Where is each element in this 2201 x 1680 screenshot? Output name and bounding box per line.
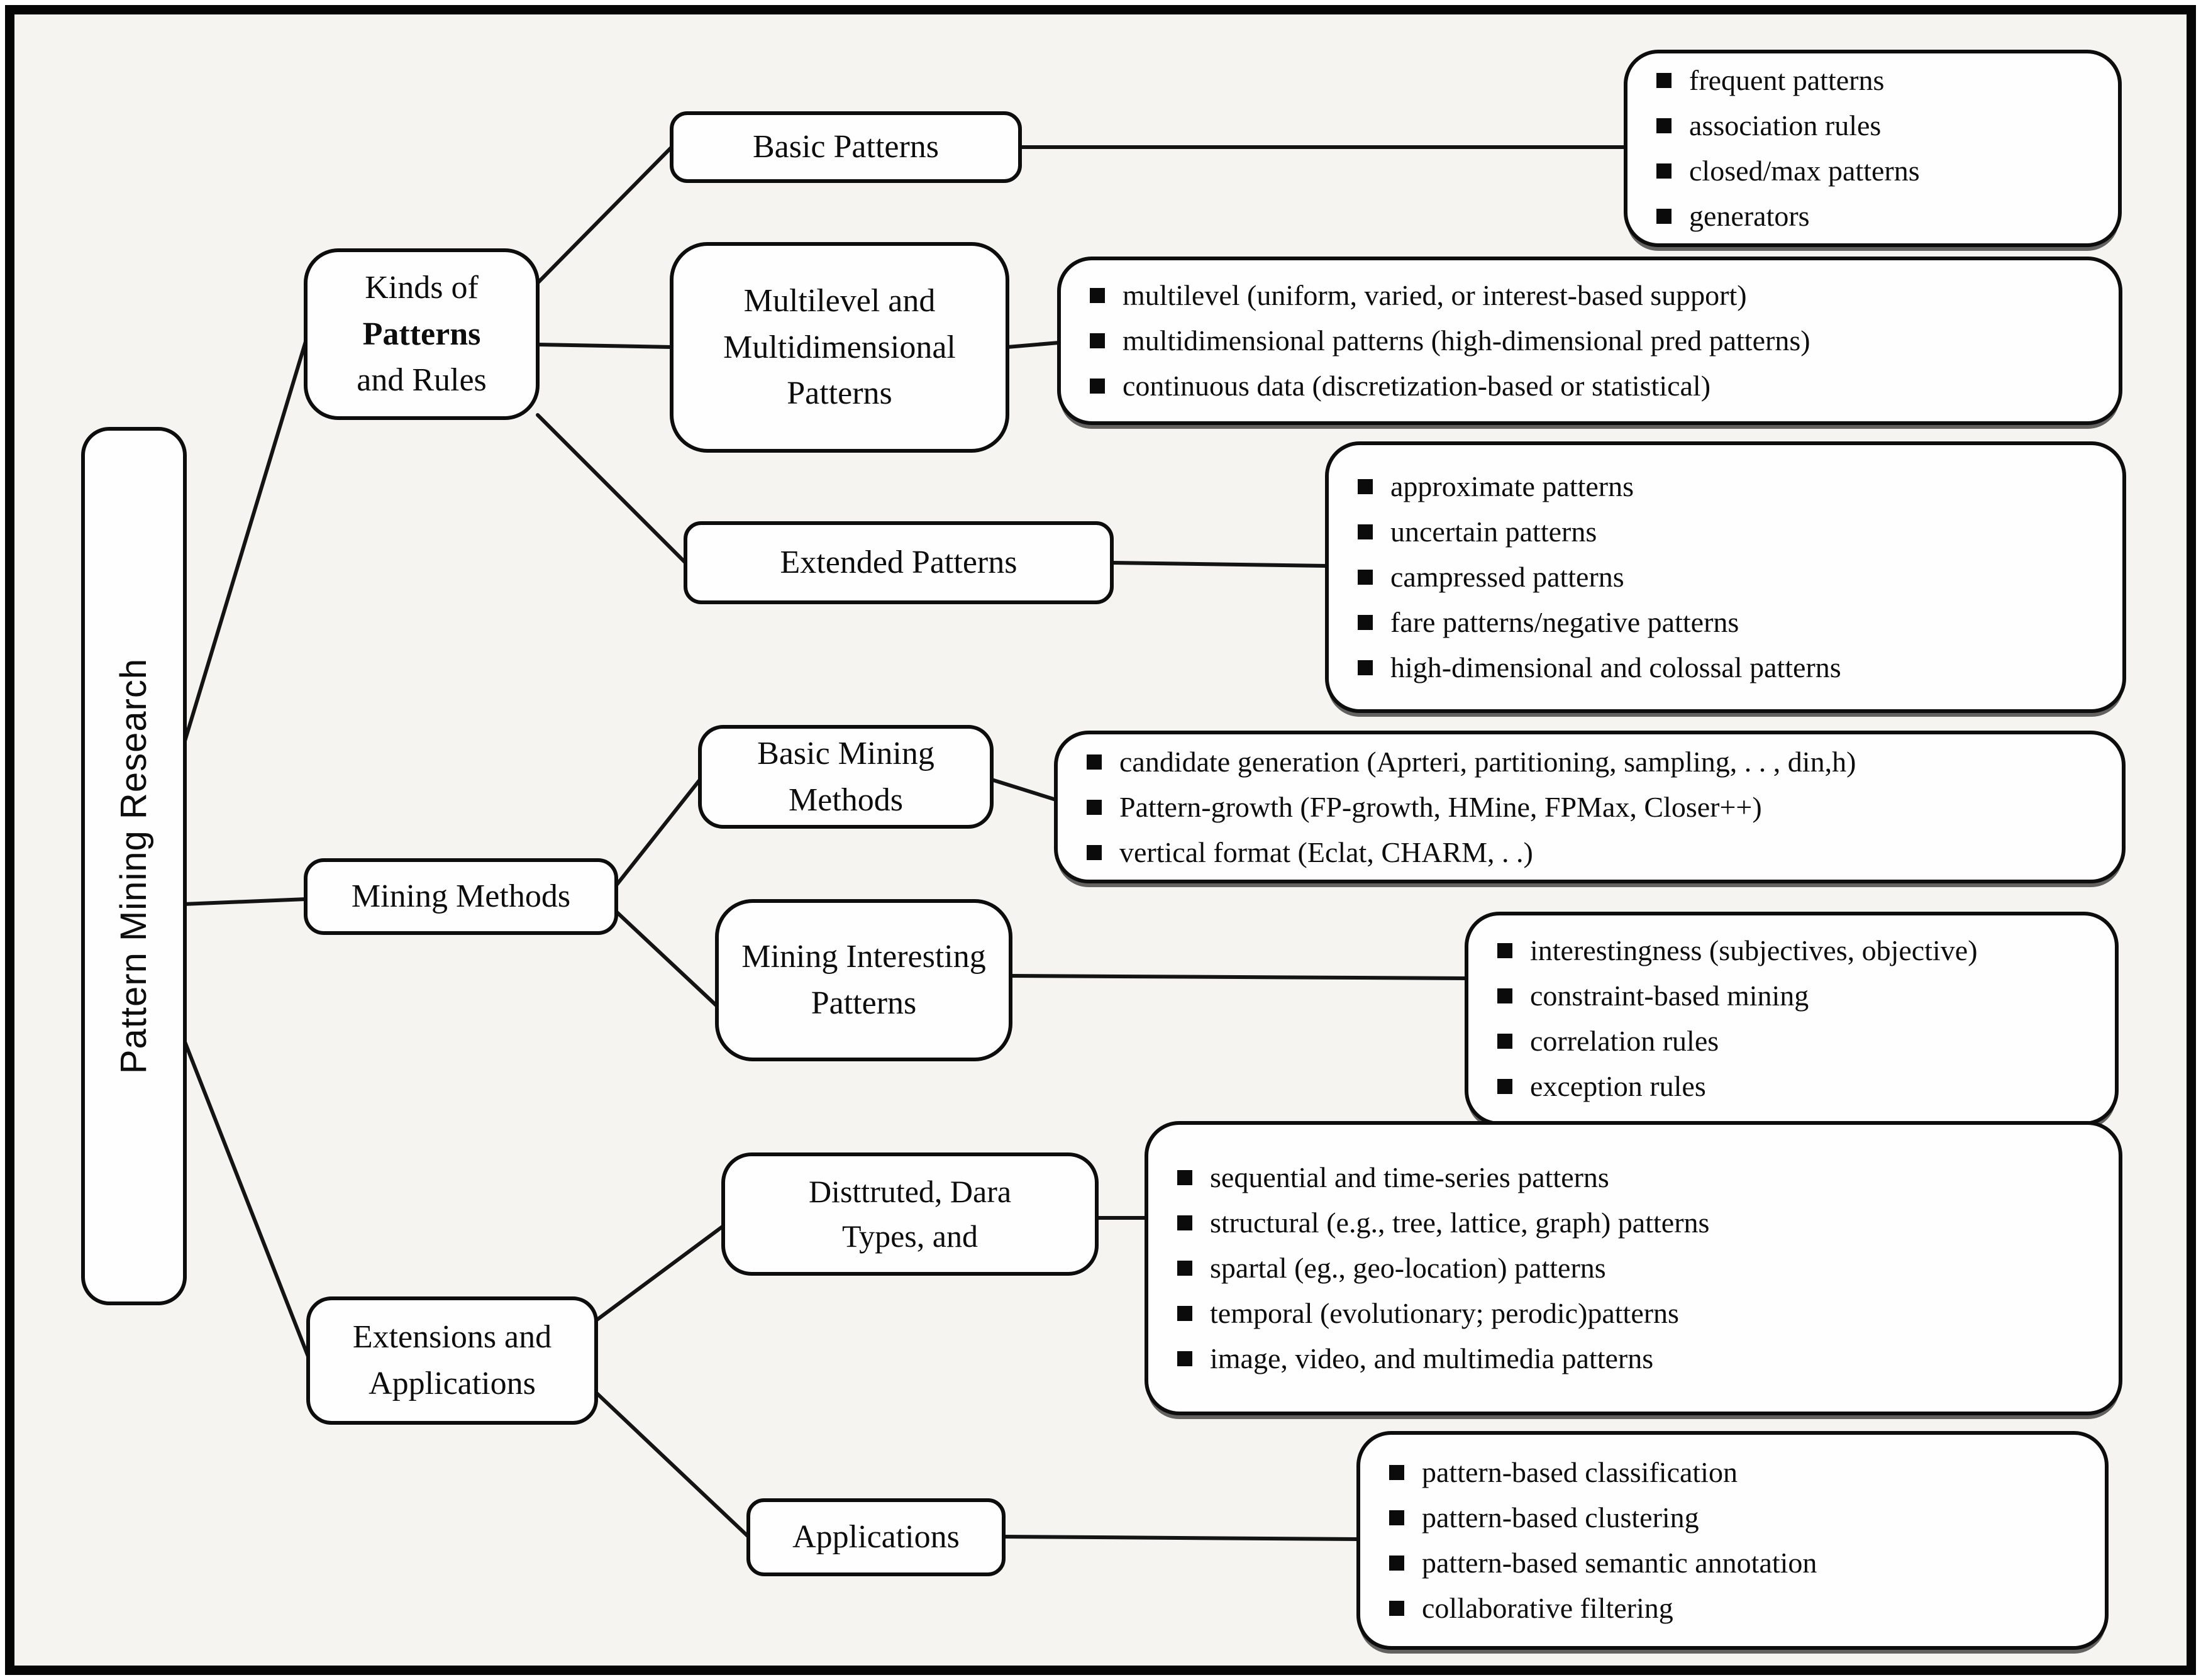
bullet-square-icon bbox=[1087, 754, 1102, 770]
node-applications bbox=[746, 1498, 1006, 1576]
list-item bbox=[1173, 1336, 2093, 1381]
list-item bbox=[1354, 645, 2097, 690]
list-item-text: generators bbox=[1689, 200, 1810, 232]
list-item bbox=[1653, 194, 2093, 239]
list-item bbox=[1083, 830, 2097, 875]
list-item bbox=[1653, 103, 2093, 148]
list-item bbox=[1494, 928, 2090, 973]
node-line: Patterns bbox=[362, 316, 481, 352]
list-item-text: collaborative filtering bbox=[1422, 1592, 1673, 1624]
bullet-square-icon bbox=[1090, 379, 1105, 394]
node-line: Basic Patterns bbox=[752, 129, 940, 165]
leaf-multilevel-list bbox=[1057, 257, 2122, 425]
node-line: Mining Methods bbox=[351, 878, 571, 915]
node-line: Kinds of bbox=[365, 269, 479, 306]
list-item bbox=[1653, 148, 2093, 194]
list-item-text: campressed patterns bbox=[1390, 561, 1624, 593]
bullet-square-icon bbox=[1090, 288, 1105, 303]
list-item bbox=[1173, 1200, 2093, 1246]
list-item bbox=[1173, 1155, 2093, 1200]
list-item-text: Pattern-growth (FP-growth, HMine, FPMax, Closer++) bbox=[1119, 790, 1762, 823]
node-pattern-mining-research bbox=[81, 427, 187, 1305]
leaf-distributed-data-types-list bbox=[1145, 1121, 2122, 1415]
list-item bbox=[1385, 1586, 2080, 1631]
list-item-text: constraint-based mining bbox=[1530, 980, 1809, 1012]
bullet-square-icon bbox=[1497, 1034, 1512, 1049]
bullet-square-icon bbox=[1389, 1510, 1404, 1525]
list-item bbox=[1173, 1246, 2093, 1291]
bullet-square-icon bbox=[1177, 1261, 1192, 1276]
list-item bbox=[1086, 363, 2093, 409]
node-kinds-of-patterns-and-rules bbox=[304, 248, 540, 420]
node-basic-mining-methods bbox=[698, 725, 994, 829]
list-item-text: pattern-based classification bbox=[1422, 1456, 1738, 1488]
list-item bbox=[1083, 785, 2097, 830]
list-item-text: structural (e.g., tree, lattice, graph) patterns bbox=[1210, 1207, 1710, 1239]
bullet-square-icon bbox=[1177, 1351, 1192, 1366]
leaf-basic-patterns-list bbox=[1624, 50, 2122, 247]
list-item-text: vertical format (Eclat, CHARM, . .) bbox=[1119, 836, 1533, 868]
bullet-list bbox=[1385, 1450, 2080, 1631]
list-item-text: pattern-based semantic annotation bbox=[1422, 1547, 1817, 1579]
leaf-basic-mining-list bbox=[1054, 731, 2126, 883]
list-item-text: multilevel (uniform, varied, or interest-based support) bbox=[1123, 279, 1747, 311]
node-extended-patterns bbox=[684, 521, 1114, 604]
list-item-text: association rules bbox=[1689, 109, 1882, 141]
list-item-text: frequent patterns bbox=[1689, 64, 1885, 96]
list-item-text: multidimensional patterns (high-dimensional pred patterns) bbox=[1123, 324, 1810, 356]
list-item-text: approximate patterns bbox=[1390, 470, 1634, 502]
leaf-interesting-patterns-list bbox=[1465, 912, 2119, 1125]
list-item bbox=[1354, 555, 2097, 600]
bullet-square-icon bbox=[1087, 800, 1102, 815]
node-extensions-and-applications bbox=[306, 1296, 598, 1425]
node-line: and Rules bbox=[357, 362, 487, 399]
list-item bbox=[1385, 1540, 2080, 1586]
bullet-square-icon bbox=[1497, 943, 1512, 958]
list-item-text: candidate generation (Aprteri, partitioning, sampling, . . , din,h) bbox=[1119, 745, 1856, 778]
bullet-square-icon bbox=[1177, 1170, 1192, 1185]
bullet-square-icon bbox=[1389, 1601, 1404, 1616]
list-item bbox=[1494, 973, 2090, 1019]
node-multilevel-multidimensional bbox=[670, 242, 1009, 453]
bullet-square-icon bbox=[1358, 524, 1373, 539]
node-basic-patterns bbox=[670, 111, 1022, 183]
list-item bbox=[1653, 58, 2093, 103]
bullet-square-icon bbox=[1090, 333, 1105, 348]
root-label: Pattern Mining Research bbox=[113, 658, 155, 1075]
node-line: Multilevel and bbox=[743, 282, 936, 319]
list-item bbox=[1385, 1495, 2080, 1540]
node-line: Applications bbox=[369, 1366, 536, 1401]
bullet-list bbox=[1086, 273, 2093, 409]
bullet-square-icon bbox=[1389, 1465, 1404, 1480]
bullet-square-icon bbox=[1389, 1556, 1404, 1571]
node-distributed-data-types bbox=[721, 1152, 1099, 1276]
list-item-text: exception rules bbox=[1530, 1070, 1706, 1102]
node-line: Patterns bbox=[787, 375, 892, 412]
node-mining-interesting-patterns bbox=[715, 899, 1012, 1061]
list-item bbox=[1354, 509, 2097, 555]
list-item bbox=[1354, 600, 2097, 645]
list-item-text: high-dimensional and colossal patterns bbox=[1390, 651, 1841, 683]
list-item bbox=[1086, 273, 2093, 318]
bullet-square-icon bbox=[1497, 1079, 1512, 1094]
bullet-list bbox=[1354, 464, 2097, 690]
list-item bbox=[1083, 739, 2097, 785]
list-item-text: temporal (evolutionary; perodic)patterns bbox=[1210, 1297, 1679, 1329]
bullet-square-icon bbox=[1177, 1306, 1192, 1321]
bullet-list bbox=[1173, 1155, 2093, 1381]
node-line: Applications bbox=[792, 1519, 960, 1556]
bullet-square-icon bbox=[1656, 118, 1672, 133]
bullet-square-icon bbox=[1358, 479, 1373, 494]
list-item bbox=[1385, 1450, 2080, 1495]
list-item bbox=[1173, 1291, 2093, 1336]
list-item-text: sequential and time-series patterns bbox=[1210, 1161, 1609, 1193]
list-item-text: correlation rules bbox=[1530, 1025, 1719, 1057]
node-line: Multidimensional bbox=[723, 329, 956, 365]
bullet-square-icon bbox=[1358, 615, 1373, 630]
list-item-text: interestingness (subjectives, objective) bbox=[1530, 934, 1978, 966]
bullet-square-icon bbox=[1358, 570, 1373, 585]
node-line: Basic Mining bbox=[757, 735, 934, 771]
bullet-square-icon bbox=[1358, 660, 1373, 675]
bullet-list bbox=[1083, 739, 2097, 875]
list-item-text: uncertain patterns bbox=[1390, 516, 1597, 548]
list-item-text: fare patterns/negative patterns bbox=[1390, 606, 1739, 638]
list-item bbox=[1354, 464, 2097, 509]
bullet-list bbox=[1494, 928, 2090, 1109]
list-item-text: spartal (eg., geo-location) patterns bbox=[1210, 1252, 1606, 1284]
bullet-square-icon bbox=[1656, 163, 1672, 179]
list-item-text: closed/max patterns bbox=[1689, 155, 1920, 187]
bullet-square-icon bbox=[1656, 73, 1672, 88]
leaf-applications-list bbox=[1356, 1431, 2109, 1650]
list-item bbox=[1494, 1064, 2090, 1109]
list-item-text: image, video, and multimedia patterns bbox=[1210, 1342, 1654, 1374]
bullet-square-icon bbox=[1656, 209, 1672, 224]
list-item bbox=[1494, 1019, 2090, 1064]
bullet-list bbox=[1653, 58, 2093, 239]
node-line: Mining Interesting bbox=[741, 939, 986, 975]
node-line: Disttruted, Dara bbox=[808, 1174, 1012, 1209]
node-line: Types, and bbox=[842, 1219, 978, 1254]
bullet-square-icon bbox=[1177, 1215, 1192, 1230]
node-mining-methods bbox=[304, 858, 618, 935]
node-line: Extended Patterns bbox=[780, 544, 1017, 581]
node-line: Patterns bbox=[811, 985, 917, 1021]
node-line: Extensions and bbox=[352, 1319, 552, 1356]
list-item-text: continuous data (discretization-based or statistical) bbox=[1123, 370, 1711, 402]
list-item-text: pattern-based clustering bbox=[1422, 1501, 1699, 1534]
node-line: Methods bbox=[789, 782, 903, 818]
leaf-extended-patterns-list bbox=[1325, 441, 2126, 713]
list-item bbox=[1086, 318, 2093, 363]
bullet-square-icon bbox=[1497, 988, 1512, 1003]
bullet-square-icon bbox=[1087, 845, 1102, 860]
